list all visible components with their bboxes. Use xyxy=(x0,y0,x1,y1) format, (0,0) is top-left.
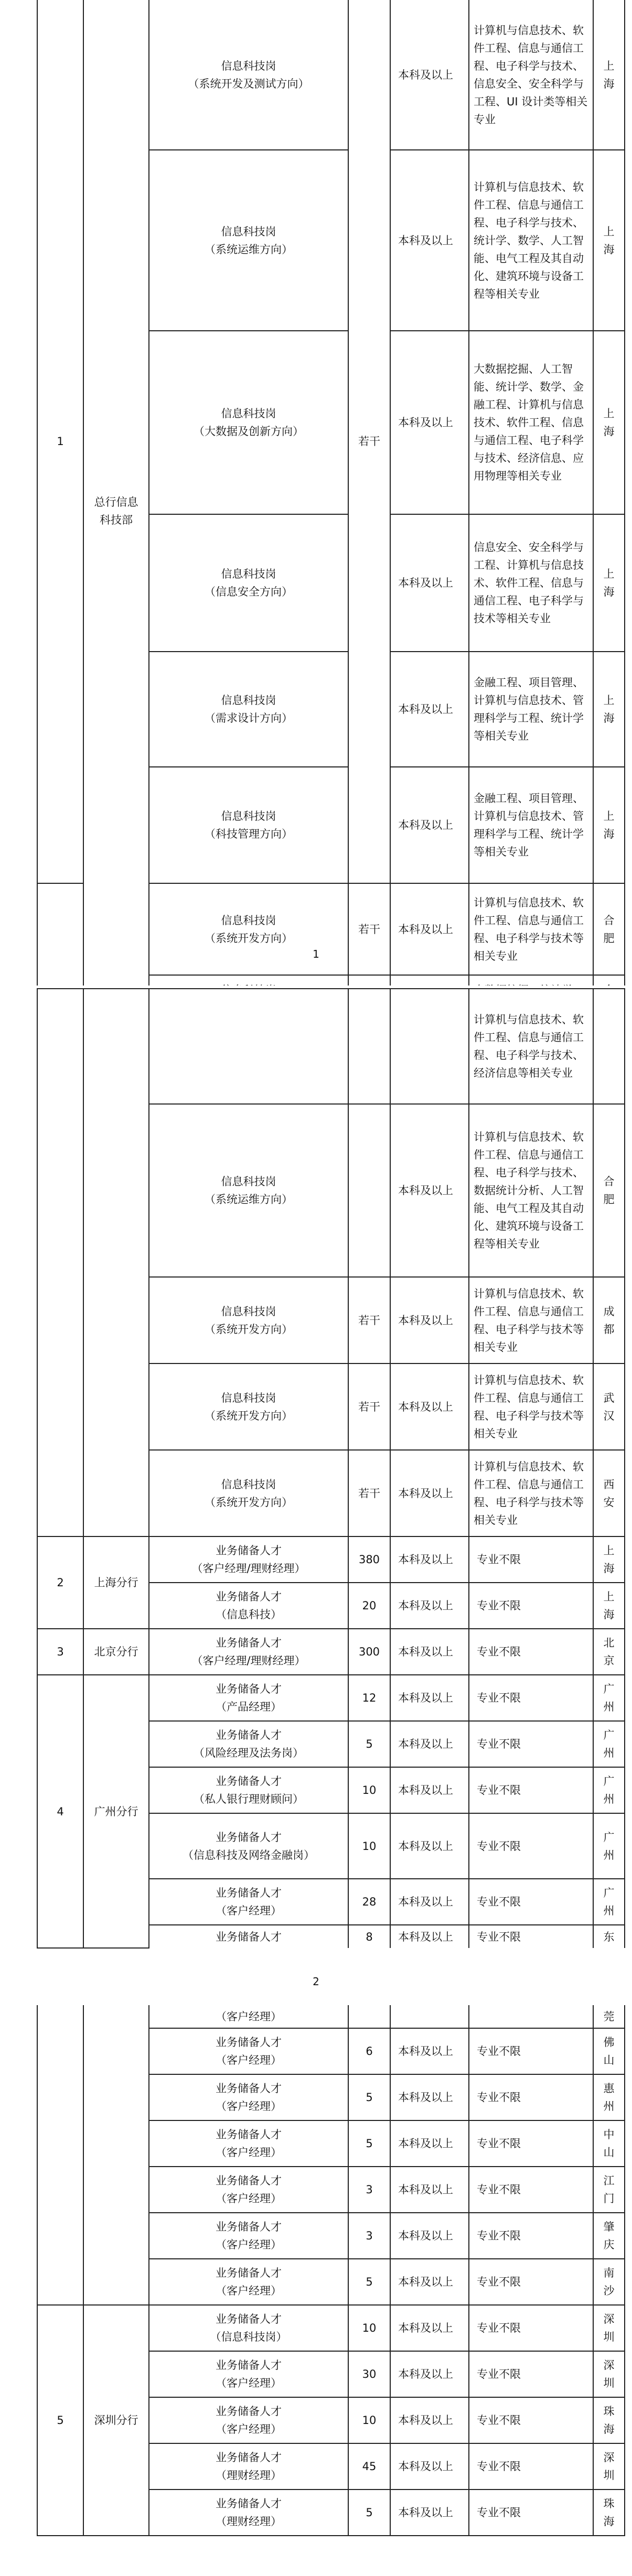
location-cell: 广州 xyxy=(593,1675,625,1721)
headcount-cell-blank xyxy=(348,989,390,1104)
position-cell: 业务储备人才 （理财经理） xyxy=(149,2443,348,2490)
location-cell: 东 xyxy=(593,1925,625,1948)
major-cell: 专业不限 xyxy=(469,2397,593,2443)
table-row xyxy=(37,989,625,1104)
location-cell: 广州 xyxy=(593,1767,625,1813)
major-cell: 计算机与信息技术、软件工程、信息与通信工程、电子科学与技术等相关专业 xyxy=(469,883,593,975)
location-cell: 肇庆 xyxy=(593,2213,625,2259)
location-cell: 武汉 xyxy=(593,1363,625,1450)
location-cell: 南沙 xyxy=(593,2259,625,2305)
headcount-cell: 10 xyxy=(348,1813,390,1879)
position-cell: 业务储备人才 （客户经理） xyxy=(149,2397,348,2443)
education-cell: 本科及以上 xyxy=(390,767,469,883)
position-cell: 业务储备人才 （客户经理） xyxy=(149,2028,348,2074)
table-row xyxy=(37,2005,625,2028)
education-cell: 本科及以上 xyxy=(390,331,469,514)
major-cell-blank xyxy=(469,2005,593,2028)
location-cell: 上海 xyxy=(593,514,625,652)
headcount-cell: 300 xyxy=(348,1629,390,1675)
row-number: 3 xyxy=(37,1629,83,1675)
row-number-blank xyxy=(37,989,83,1536)
headcount-cell: 20 xyxy=(348,1583,390,1629)
headcount-cell: 10 xyxy=(348,2397,390,2443)
major-cell: 专业不限 xyxy=(469,2305,593,2351)
position-cell: 业务储备人才 （风险经理及法务岗） xyxy=(149,1721,348,1767)
department-cell: 北京分行 xyxy=(83,1629,149,1675)
department-cell: 深圳分行 xyxy=(83,2305,149,2536)
headcount-cell: 6 xyxy=(348,2028,390,2074)
education-cell: 本科及以上 xyxy=(390,1925,469,1948)
page-number: 2 xyxy=(313,1975,319,1988)
major-cell: 计算机与信息技术、软件工程、信息与通信工程、电子科学与技术、统计学、数学、人工智能、电气工程及其自动化、建筑环境与设备工程等相关专业 xyxy=(469,150,593,331)
major-cell: 专业不限 xyxy=(469,2443,593,2490)
education-cell: 本科及以上 xyxy=(390,514,469,652)
education-cell: 本科及以上 xyxy=(390,2167,469,2213)
headcount-cell: 8 xyxy=(348,1925,390,1948)
headcount-cell-blank xyxy=(348,1104,390,1277)
position-cell: 信息科技岗 （系统开发方向） xyxy=(149,1277,348,1363)
education-cell: 本科及以上 xyxy=(390,1583,469,1629)
table-row xyxy=(37,1629,625,1675)
education-cell: 本科及以上 xyxy=(390,2305,469,2351)
position-cell: 业务储备人才 （信息科技） xyxy=(149,1583,348,1629)
location-cell: 西安 xyxy=(593,1450,625,1536)
education-cell: 本科及以上 xyxy=(390,883,469,975)
position-cell: 业务储备人才 （客户经理/理财经理） xyxy=(149,1629,348,1675)
headcount-cell: 28 xyxy=(348,1879,390,1925)
education-cell: 本科及以上 xyxy=(390,652,469,767)
education-cell: 本科及以上 xyxy=(390,1675,469,1721)
recruitment-table xyxy=(37,2005,625,2536)
education-cell: 本科及以上 xyxy=(390,2120,469,2167)
location-cell: 深圳 xyxy=(593,2305,625,2351)
location-cell: 莞 xyxy=(593,2005,625,2028)
location-cell: 北京 xyxy=(593,1629,625,1675)
major-cell: 金融工程、项目管理、计算机与信息技术、管理科学与工程、统计学等相关专业 xyxy=(469,767,593,883)
page-2 xyxy=(0,986,632,2005)
headcount-cell: 380 xyxy=(348,1536,390,1583)
major-cell: 专业不限 xyxy=(469,1629,593,1675)
position-cell-blank xyxy=(149,989,348,1104)
recruitment-table xyxy=(37,988,625,1949)
headcount-cell: 12 xyxy=(348,1675,390,1721)
major-cell: 金融工程、项目管理、计算机与信息技术、管理科学与工程、统计学等相关专业 xyxy=(469,652,593,767)
location-cell: 珠海 xyxy=(593,2397,625,2443)
position-cell: 业务储备人才 （信息科技及网络金融岗） xyxy=(149,1813,348,1879)
location-cell: 合肥 xyxy=(593,883,625,975)
row-number: 1 xyxy=(37,0,83,883)
major-cell: 专业不限 xyxy=(469,2028,593,2074)
education-cell-blank xyxy=(390,2005,469,2028)
headcount-cell: 30 xyxy=(348,2351,390,2397)
education-cell: 本科及以上 xyxy=(390,0,469,150)
position-cell: 业务储备人才 （信息科技岗） xyxy=(149,2305,348,2351)
major-cell: 专业不限 xyxy=(469,2351,593,2397)
education-cell: 本科及以上 xyxy=(390,1629,469,1675)
location-cell: 佛山 xyxy=(593,2028,625,2074)
headcount-cell: 5 xyxy=(348,2490,390,2536)
headcount-cell: 5 xyxy=(348,2120,390,2167)
position-cell: 业务储备人才 （私人银行理财顾问） xyxy=(149,1767,348,1813)
position-cell: 业务储备人才 （客户经理） xyxy=(149,2074,348,2120)
education-cell: 本科及以上 xyxy=(390,1767,469,1813)
education-cell: 本科及以上 xyxy=(390,1879,469,1925)
location-cell: 上海 xyxy=(593,150,625,331)
department-cell: 总行信息 科技部 xyxy=(83,0,149,1022)
position-cell: 信息科技岗 （系统开发方向） xyxy=(149,1450,348,1536)
headcount-cell-blank xyxy=(348,2005,390,2028)
position-cell: 信息科技岗 （系统运维方向） xyxy=(149,1104,348,1277)
education-cell-blank xyxy=(390,989,469,1104)
education-cell: 本科及以上 xyxy=(390,2028,469,2074)
position-cell: 业务储备人才 （客户经理） xyxy=(149,1879,348,1925)
major-cell: 大数据挖掘、人工智能、统计学、数学、金融工程、计算机与信息技术、软件工程、信息与通信工程、电子科学与技术、经济信息、应用物理等相关专业 xyxy=(469,331,593,514)
position-cell: 业务储备人才 xyxy=(149,1925,348,1948)
major-cell: 专业不限 xyxy=(469,1721,593,1767)
position-cell: 业务储备人才 （客户经理） xyxy=(149,2167,348,2213)
location-cell: 广州 xyxy=(593,1879,625,1925)
department-cell: 上海分行 xyxy=(83,1536,149,1629)
position-cell: 业务储备人才 （理财经理） xyxy=(149,2490,348,2536)
row-number: 4 xyxy=(37,1675,83,1948)
headcount-cell: 5 xyxy=(348,1721,390,1767)
major-cell: 信息安全、安全科学与工程、计算机与信息技术、软件工程、信息与通信工程、电子科学与技术等相关专业 xyxy=(469,514,593,652)
position-cell: 信息科技岗 （系统开发方向） xyxy=(149,883,348,975)
major-cell: 计算机与信息技术、软件工程、信息与通信工程、电子科学与技术等相关专业 xyxy=(469,1277,593,1363)
major-cell: 专业不限 xyxy=(469,2167,593,2213)
education-cell: 本科及以上 xyxy=(390,1277,469,1363)
major-cell: 计算机与信息技术、软件工程、信息与通信工程、电子科学与技术等相关专业 xyxy=(469,1363,593,1450)
major-cell: 专业不限 xyxy=(469,1675,593,1721)
recruitment-table xyxy=(37,0,625,1023)
headcount-cell: 若干 xyxy=(348,1450,390,1536)
education-cell: 本科及以上 xyxy=(390,2490,469,2536)
location-cell: 上海 xyxy=(593,652,625,767)
major-cell: 计算机与信息技术、软件工程、信息与通信工程、电子科学与技术、信息安全、安全科学与工程、UI 设计类等相关专业 xyxy=(469,0,593,150)
location-cell: 深圳 xyxy=(593,2351,625,2397)
position-cell: 信息科技岗 （信息安全方向） xyxy=(149,514,348,652)
major-cell: 专业不限 xyxy=(469,2490,593,2536)
page-1 xyxy=(0,0,632,986)
major-cell: 专业不限 xyxy=(469,1925,593,1948)
position-cell: 信息科技岗 （大数据及创新方向） xyxy=(149,331,348,514)
location-cell: 广州 xyxy=(593,1721,625,1767)
department-cell-blank xyxy=(83,989,149,1536)
major-cell: 计算机与信息技术、软件工程、信息与通信工程、电子科学与技术、经济信息等相关专业 xyxy=(469,989,593,1104)
education-cell: 本科及以上 xyxy=(390,1104,469,1277)
major-cell: 专业不限 xyxy=(469,1813,593,1879)
education-cell: 本科及以上 xyxy=(390,1721,469,1767)
headcount-cell: 10 xyxy=(348,1767,390,1813)
position-cell: 业务储备人才 （客户经理） xyxy=(149,2351,348,2397)
row-number: 2 xyxy=(37,1536,83,1629)
location-cell: 上海 xyxy=(593,0,625,150)
headcount-cell: 若干 xyxy=(348,883,390,975)
position-cell: 业务储备人才 （产品经理） xyxy=(149,1675,348,1721)
position-cell: 信息科技岗 （系统开发方向） xyxy=(149,1363,348,1450)
major-cell: 专业不限 xyxy=(469,2213,593,2259)
headcount-cell: 若干 xyxy=(348,1277,390,1363)
location-cell: 江门 xyxy=(593,2167,625,2213)
location-cell: 合肥 xyxy=(593,1104,625,1277)
major-cell: 专业不限 xyxy=(469,2259,593,2305)
headcount-cell: 5 xyxy=(348,2259,390,2305)
education-cell: 本科及以上 xyxy=(390,2259,469,2305)
table-row xyxy=(37,0,625,150)
major-cell: 专业不限 xyxy=(469,1767,593,1813)
major-cell: 专业不限 xyxy=(469,1879,593,1925)
location-cell: 上海 xyxy=(593,331,625,514)
education-cell: 本科及以上 xyxy=(390,1450,469,1536)
location-cell: 成都 xyxy=(593,1277,625,1363)
department-cell-blank xyxy=(83,2005,149,2305)
major-cell: 计算机与信息技术、软件工程、信息与通信工程、电子科学与技术、数据统计分析、人工智能、电气工程及其自动化、建筑环境与设备工程等相关专业 xyxy=(469,1104,593,1277)
row-number-blank xyxy=(37,2005,83,2305)
headcount-cell: 若干 xyxy=(348,1363,390,1450)
position-cell: （客户经理） xyxy=(149,2005,348,2028)
position-cell: 业务储备人才 （客户经理） xyxy=(149,2213,348,2259)
headcount-cell: 3 xyxy=(348,2213,390,2259)
location-cell-blank xyxy=(593,989,625,1104)
major-cell: 专业不限 xyxy=(469,1583,593,1629)
position-cell: 信息科技岗 （系统运维方向） xyxy=(149,150,348,331)
education-cell: 本科及以上 xyxy=(390,2443,469,2490)
position-cell: 信息科技岗 （系统开发及测试方向） xyxy=(149,0,348,150)
education-cell: 本科及以上 xyxy=(390,2397,469,2443)
headcount-cell: 3 xyxy=(348,2167,390,2213)
position-cell: 业务储备人才 （客户经理/理财经理） xyxy=(149,1536,348,1583)
education-cell: 本科及以上 xyxy=(390,2351,469,2397)
location-cell: 上海 xyxy=(593,1536,625,1583)
position-cell: 信息科技岗 （科技管理方向） xyxy=(149,767,348,883)
headcount-cell: 若干 xyxy=(348,0,390,883)
table-row xyxy=(37,2305,625,2351)
education-cell: 本科及以上 xyxy=(390,1813,469,1879)
page-3 xyxy=(0,2005,632,2576)
major-cell: 专业不限 xyxy=(469,2074,593,2120)
headcount-cell: 10 xyxy=(348,2305,390,2351)
location-cell: 广州 xyxy=(593,1813,625,1879)
table-row xyxy=(37,1675,625,1721)
major-cell: 专业不限 xyxy=(469,2120,593,2167)
major-cell: 计算机与信息技术、软件工程、信息与通信工程、电子科学与技术等相关专业 xyxy=(469,1450,593,1536)
education-cell: 本科及以上 xyxy=(390,1363,469,1450)
page-number: 1 xyxy=(313,948,319,960)
education-cell: 本科及以上 xyxy=(390,2074,469,2120)
position-cell: 业务储备人才 （客户经理） xyxy=(149,2259,348,2305)
position-cell: 信息科技岗 （需求设计方向） xyxy=(149,652,348,767)
location-cell: 惠州 xyxy=(593,2074,625,2120)
position-cell: 业务储备人才 （客户经理） xyxy=(149,2120,348,2167)
location-cell: 深圳 xyxy=(593,2443,625,2490)
headcount-cell: 45 xyxy=(348,2443,390,2490)
headcount-cell: 5 xyxy=(348,2074,390,2120)
location-cell: 中山 xyxy=(593,2120,625,2167)
education-cell: 本科及以上 xyxy=(390,150,469,331)
table-row xyxy=(37,1536,625,1583)
education-cell: 本科及以上 xyxy=(390,1536,469,1583)
department-cell: 广州分行 xyxy=(83,1675,149,1948)
location-cell: 上海 xyxy=(593,1583,625,1629)
education-cell: 本科及以上 xyxy=(390,2213,469,2259)
major-cell: 专业不限 xyxy=(469,1536,593,1583)
row-number: 5 xyxy=(37,2305,83,2536)
location-cell: 珠海 xyxy=(593,2490,625,2536)
location-cell: 上海 xyxy=(593,767,625,883)
